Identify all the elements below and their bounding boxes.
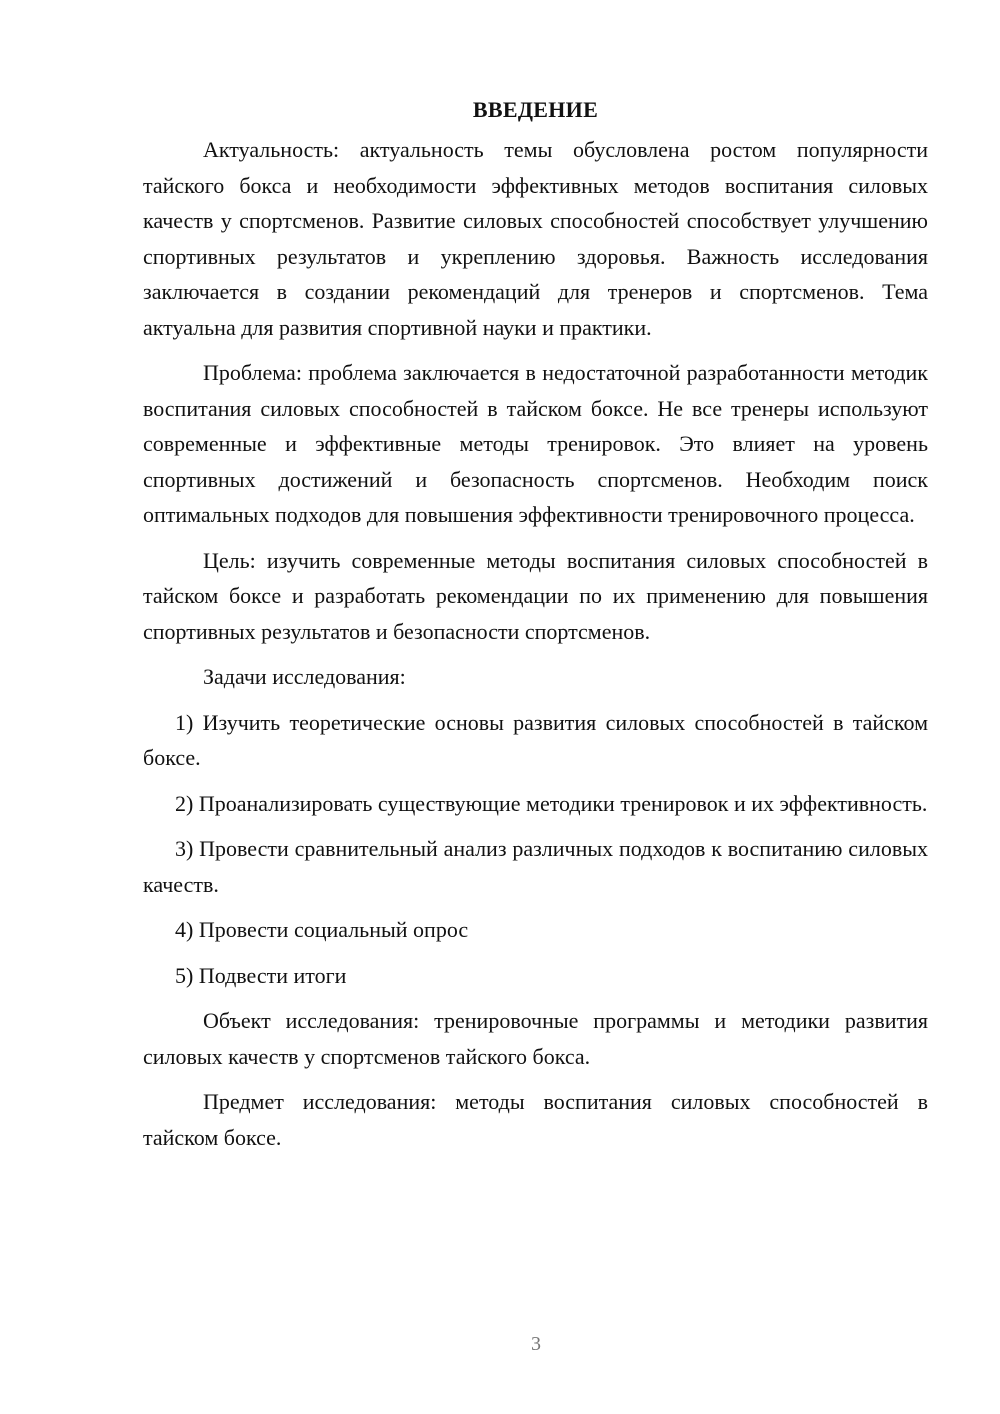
list-item: 3) Провести сравнительный анализ различных подходов к воспитанию силовых качеств. (143, 836, 928, 897)
object-paragraph: Объект исследования: тренировочные программы и методики развития силовых качеств у спортсменов тайского бокса. (143, 1008, 928, 1069)
goal-paragraph: Цель: изучить современные методы воспитания силовых способностей в тайском боксе и разработать рекомендации по их применению для повышения спортивных результатов и безопасности спортсменов. (143, 547, 928, 644)
tasks-list (143, 705, 928, 994)
tasks-heading: Задачи исследования: (203, 664, 406, 689)
list-item: 1) Изучить теоретические основы развития силовых способностей в тайском боксе. (143, 709, 928, 770)
document-page (143, 92, 928, 1165)
relevance-paragraph: Актуальность: актуальность темы обусловлена ростом популярности тайского бокса и необходимости эффективных методов воспитания силовых качеств у спортсменов. Развитие силовых способностей способствует улучшению спортивных результатов и укреплению здоровья. Важность исследования заключается в создании рекомендаций для тренеров и спортсменов. Тема актуальна для развития спортивной науки и практики. (143, 137, 928, 340)
subject-paragraph: Предмет исследования: методы воспитания силовых способностей в тайском боксе. (143, 1089, 928, 1150)
list-item: 4) Провести социальный опрос (175, 917, 469, 942)
page-title: ВВЕДЕНИЕ (472, 97, 599, 122)
page-number: 3 (531, 1333, 541, 1355)
list-item: 2) Проанализировать существующие методики тренировок и их эффективность. (175, 790, 928, 816)
list-item: 5) Подвести итоги (175, 962, 347, 988)
problem-paragraph: Проблема: проблема заключается в недостаточной разработанности методик воспитания силовых способностей в тайском боксе. Не все тренеры используют современные и эффективные методы тренировок. Это влияет на уровень спортивных достижений и безопасность спортсменов. Необходим поиск оптимальных подходов для повышения эффективности тренировочного процесса. (143, 360, 928, 527)
